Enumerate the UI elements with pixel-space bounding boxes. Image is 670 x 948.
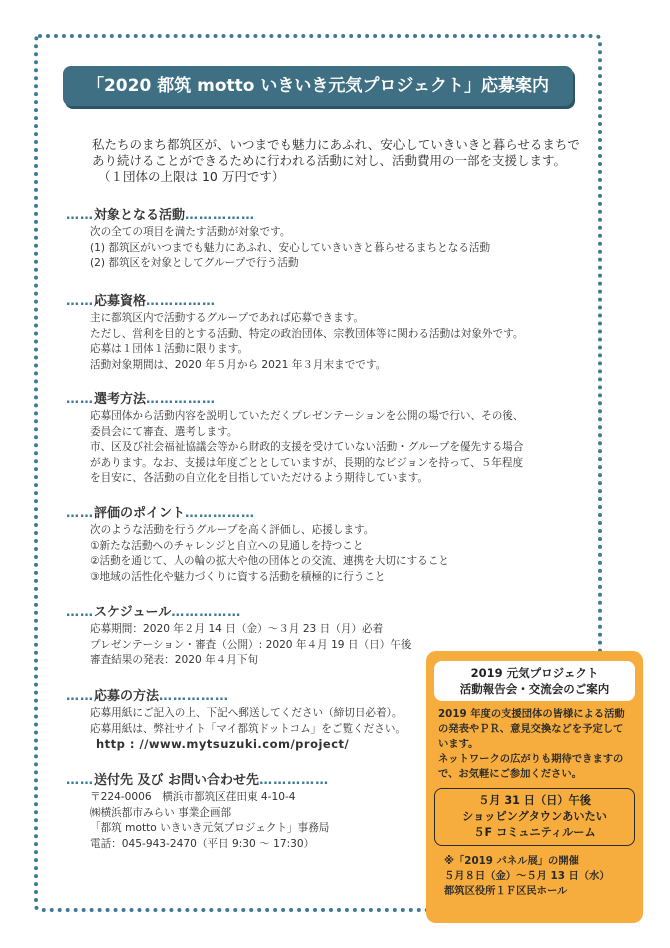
- section-heading: ……送付先 及び お問い合わせ先……………: [66, 773, 330, 788]
- page-title: 「2020 都筑 motto いきいき元気プロジェクト」応募案内: [63, 66, 573, 106]
- section-line: 応募団体から活動内容を説明していただくプレゼンテーションを公開の場で行い、その後、: [90, 410, 524, 422]
- section-line: 次のような活動を行うグループを高く評価し、応援します。: [90, 524, 375, 536]
- intro-line: あり続けることができるために行われる活動に対し、活動費用の一部を支援します。: [92, 153, 567, 168]
- event-datetime-venue: ５月 31 日（日）午後 ショッピングタウンあいたい ５F コミュニティルーム: [434, 788, 635, 846]
- section-selection: [66, 391, 524, 487]
- intro-note: （１団体の上限は 10 万円です）: [98, 169, 285, 184]
- section-line: ①新たな活動へのチャレンジと自立への見通しを持つこと: [90, 539, 364, 552]
- section-line: ㈱横浜都市みらい 事業企画部: [90, 806, 232, 819]
- section-line: プレゼンテーション・審査（公開）: 2020 年４月 19 日（日）午後: [90, 638, 412, 651]
- section-line: 活動対象期間は、2020 年５月から 2021 年３月末までです。: [90, 358, 387, 371]
- section-line: (2) 都筑区を対象としてグループで行う活動: [90, 257, 299, 269]
- section-line: ②活動を通じて、人の輪の拡大や他の団体との交流、連携を大切にすること: [90, 555, 449, 567]
- section-line: 電話：045-943-2470（平日 9:30 ～ 17:30）: [90, 837, 315, 850]
- section-line: 「都筑 motto いきいき元気プロジェクト」事務局: [90, 822, 330, 834]
- section-heading: ……応募資格……………: [66, 294, 217, 309]
- section-line: 市、区及び社会福祉協議会等から財政的支援を受けていない活動・グループを優先する場合: [90, 441, 524, 453]
- section-heading: ……スケジュール……………: [66, 605, 242, 620]
- panel-exhibition-info: ※「2019 パネル展」の開催 ５月８日（金）～５月 13 日（水） 都筑区役所１Ｆ区民ホール: [444, 855, 610, 897]
- intro-text: [92, 137, 580, 185]
- section-target: [66, 207, 490, 272]
- section-line: があります。なお、支援は年度ごととしていますが、長期的なビジョンを持って、５年程度: [90, 456, 524, 469]
- section-line: 審査結果の発表：2020 年４月下旬: [90, 654, 259, 666]
- section-contact: [66, 772, 329, 852]
- project-url-link[interactable]: http : //www.mytsuzuki.com/project/: [96, 737, 350, 751]
- event-description: 2019 年度の支援団体の皆様による活動 の発表やＰＲ、意見交換などを予定して います。 ネットワークの広がりも期待できますの で、お気軽にご参加ください。: [438, 708, 625, 780]
- section-line: 応募期間：2020 年２月 14 日（金）～３月 23 日（月）必着: [90, 623, 384, 635]
- section-heading: ……応募の方法……………: [66, 689, 230, 704]
- section-line: 主に都筑区内で活動するグループであれば応募できます。: [90, 312, 365, 324]
- section-line: 次の全ての項目を満たす活動が対象です。: [90, 226, 291, 238]
- event-info-box: [426, 651, 643, 923]
- section-line: 応募用紙は、弊社サイト「マイ都筑ドットコム」をご覧ください。: [90, 722, 407, 735]
- event-title: 2019 元気プロジェクト 活動報告会・交流会のご案内: [434, 661, 635, 701]
- section-howto: [66, 688, 406, 753]
- section-line: ③地域の活性化や魅力づくりに資する活動を積極的に行うこと: [90, 570, 386, 583]
- section-heading: ……選考方法……………: [66, 392, 217, 407]
- section-schedule: [66, 604, 411, 669]
- section-heading: ……対象となる活動……………: [66, 208, 256, 223]
- section-line: (1) 都筑区がいつまでも魅力にあふれ、安心していきいきと暮らせるまちとなる活動: [90, 241, 491, 254]
- section-line: 委員会にて審査、選考します。: [90, 425, 238, 438]
- section-heading: ……評価のポイント……………: [66, 506, 256, 521]
- section-line: 応募用紙にご記入の上、下記へ郵送してください（締切日必着）。: [90, 707, 403, 719]
- intro-line: 私たちのまち都筑区が、いつまでも魅力にあふれ、安心していきいきと暮らせるまちで: [92, 137, 580, 152]
- section-line: 〒224-0006 横浜市都筑区荏田東 4-10-4: [90, 791, 296, 803]
- section-line: を目安に、各活動の自立化を目指していただけるよう期待しています。: [90, 472, 429, 484]
- section-line: ただし、営利を目的とする活動、特定の政治団体、宗教団体等に関わる活動は対象外です。: [90, 327, 524, 340]
- section-line: 応募は１団体１活動に限ります。: [90, 343, 249, 355]
- section-evaluation: [66, 505, 449, 585]
- section-eligibility: [66, 293, 524, 373]
